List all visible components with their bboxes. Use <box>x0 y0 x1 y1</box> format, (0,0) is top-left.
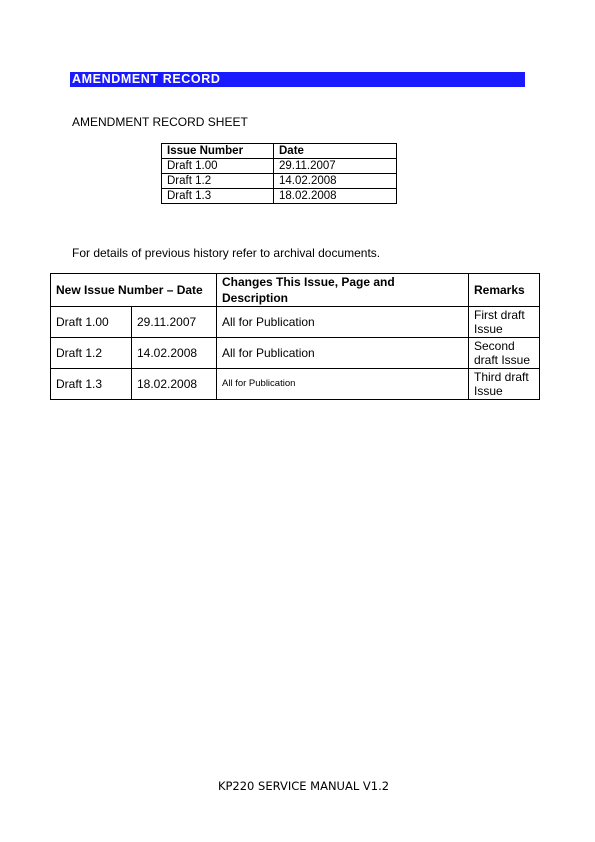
section-heading: AMENDMENT RECORD <box>70 72 525 87</box>
history-note: For details of previous history refer to archival documents. <box>72 246 381 260</box>
changes-cell: All for Publication <box>217 338 469 369</box>
date-cell: 14.02.2008 <box>132 338 217 369</box>
table-row <box>51 338 540 369</box>
table-row <box>51 307 540 338</box>
remarks-header: Remarks <box>469 274 540 307</box>
remarks-cell: Second draft Issue <box>469 338 540 369</box>
history-table-header-row <box>51 274 540 307</box>
table-row <box>162 174 397 189</box>
issue-table <box>161 143 397 204</box>
date-cell: 29.11.2007 <box>132 307 217 338</box>
date-cell: 14.02.2008 <box>274 174 397 189</box>
date-header: Date <box>274 144 397 159</box>
issue-number-cell: Draft 1.2 <box>162 174 274 189</box>
issue-number-cell: Draft 1.00 <box>162 159 274 174</box>
changes-cell: All for Publication <box>217 369 469 400</box>
table-row <box>162 189 397 204</box>
date-cell: 29.11.2007 <box>274 159 397 174</box>
issue-cell: Draft 1.3 <box>51 369 132 400</box>
issue-cell: Draft 1.00 <box>51 307 132 338</box>
changes-header: Changes This Issue, Page and Description <box>217 274 469 307</box>
issue-cell: Draft 1.2 <box>51 338 132 369</box>
issue-number-header: Issue Number <box>162 144 274 159</box>
table-row <box>162 159 397 174</box>
issue-number-cell: Draft 1.3 <box>162 189 274 204</box>
date-cell: 18.02.2008 <box>274 189 397 204</box>
table-row <box>51 369 540 400</box>
issue-table-header-row <box>162 144 397 159</box>
page-footer: KP220 SERVICE MANUAL V1.2 <box>217 779 390 793</box>
changes-cell: All for Publication <box>217 307 469 338</box>
remarks-cell: Third draft Issue <box>469 369 540 400</box>
remarks-cell: First draft Issue <box>469 307 540 338</box>
sheet-title: AMENDMENT RECORD SHEET <box>72 115 248 129</box>
date-cell: 18.02.2008 <box>132 369 217 400</box>
history-table <box>50 273 540 400</box>
new-issue-header: New Issue Number – Date <box>51 274 217 307</box>
